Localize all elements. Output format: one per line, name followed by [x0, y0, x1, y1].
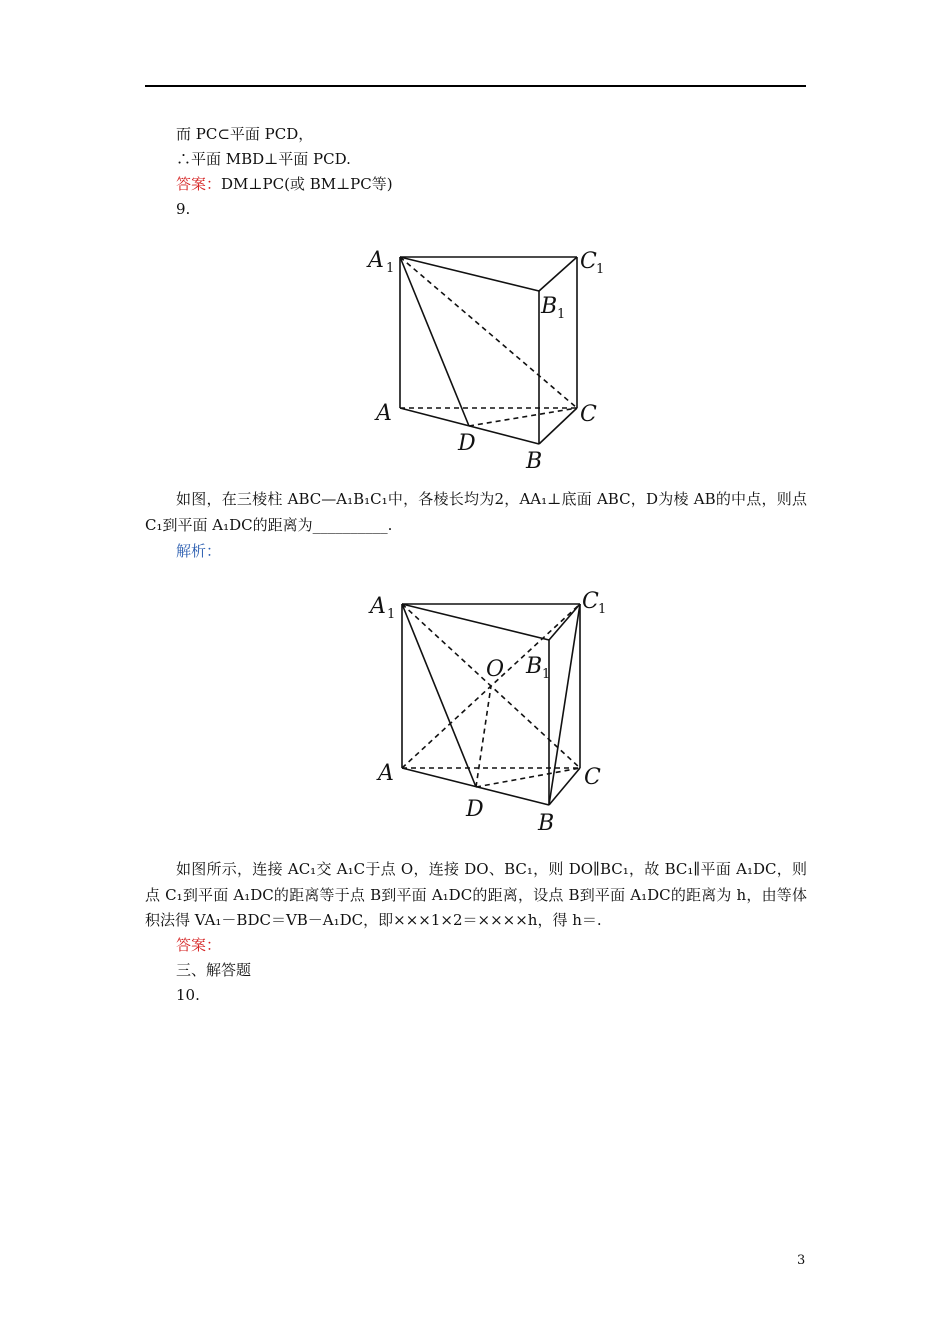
- label-A: A: [378, 761, 394, 786]
- text-line: 而 PC⊂平面 PCD，: [176, 125, 314, 143]
- problem-9-text: 如图，在三棱柱 ABC—A₁B₁C₁中，各棱长均为2，AA₁⊥底面 ABC，D为棱 AB的中点，则点 C₁到平面 A₁DC的距离为__________.: [145, 490, 807, 534]
- prism-figure-2: [360, 580, 620, 840]
- label-subscript: 1: [386, 261, 395, 276]
- label-C: C: [580, 249, 597, 274]
- label-subscript: 1: [387, 607, 396, 622]
- text-line: ∴平面 MBD⊥平面 PCD.: [176, 150, 351, 168]
- label-A: A: [370, 594, 386, 619]
- label-A: A: [376, 401, 392, 426]
- label-C: C: [580, 402, 597, 427]
- analysis-text: 如图所示，连接 AC₁交 A₁C于点 O，连接 DO、BC₁，则 DO∥BC₁，故 BC₁∥平面 A₁DC，则点 C₁到平面 A₁DC的距离等于点 B到平面 A₁DC的距离，设点 B到平面 A₁DC的距离为 h，由等体积法得 VA₁－BDC＝VB－A₁DC，即×××1×2＝××××h，得 h＝.: [145, 860, 807, 929]
- problem-number: 9.: [176, 200, 191, 218]
- label-D: D: [458, 431, 476, 456]
- label-A: A: [368, 248, 384, 273]
- problem-number: 10.: [176, 986, 200, 1004]
- label-B: B: [541, 294, 558, 319]
- label-O: O: [486, 657, 505, 682]
- label-D: D: [466, 797, 484, 822]
- header-rule: [145, 85, 806, 87]
- label-subscript: 1: [542, 667, 551, 682]
- label-subscript: 1: [596, 262, 605, 277]
- answer-label: 答案：: [176, 936, 222, 954]
- answer-line: [176, 174, 393, 194]
- page-number: 3: [797, 1253, 806, 1268]
- label-B: B: [526, 654, 543, 679]
- prism-figure-1: [360, 240, 620, 480]
- answer-label: 答案：: [176, 175, 222, 193]
- label-subscript: 1: [598, 602, 607, 617]
- label-C: C: [582, 589, 599, 614]
- answer-value: DM⊥PC(或 BM⊥PC等): [221, 175, 393, 193]
- label-subscript: 1: [557, 307, 566, 322]
- section-heading: 三、解答题: [176, 961, 252, 979]
- label-C: C: [584, 765, 601, 790]
- label-B: B: [526, 449, 543, 474]
- label-B: B: [538, 811, 555, 836]
- analysis-label: 解析：: [176, 542, 222, 560]
